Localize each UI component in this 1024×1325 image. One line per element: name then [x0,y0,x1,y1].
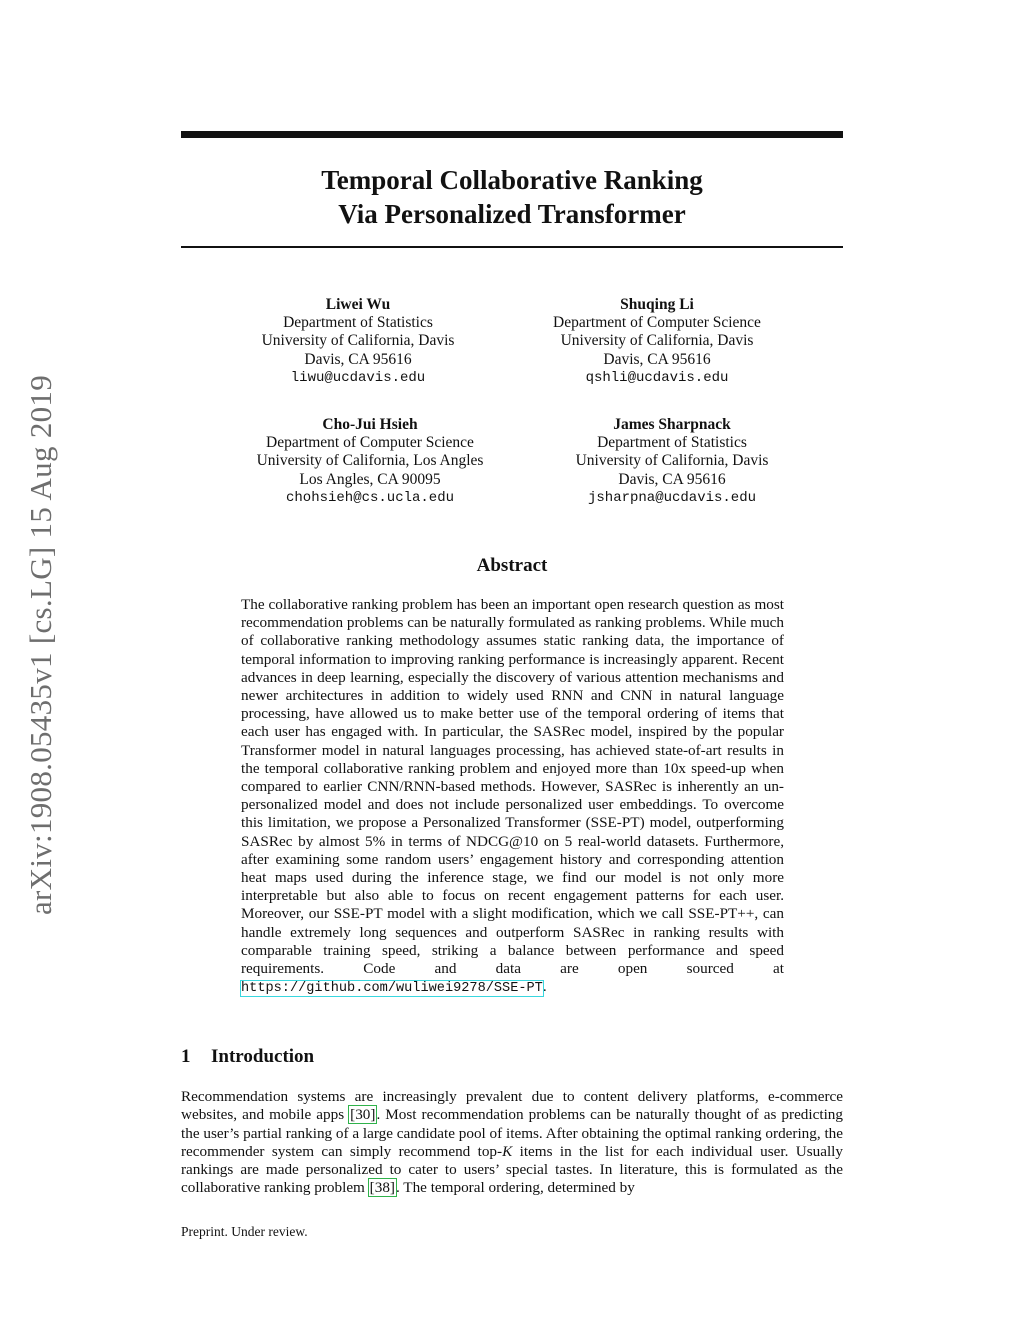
author-university: University of California, Davis [575,452,769,470]
author-university: University of California, Davis [261,332,455,350]
citation-link-38[interactable]: [38] [369,1179,395,1197]
author-email[interactable]: qshli@ucdavis.edu [585,369,729,386]
author-email[interactable]: jsharpna@ucdavis.edu [587,489,757,506]
author-university: University of California, Los Angles [256,452,484,470]
paper-title [181,163,843,231]
abstract-text: The collaborative ranking problem has been an important open research question as most recommendation problems can be naturally formulated as ranking problems. While much of collaborative ranking methodology assumes static ranking data, the importance of temporal information to improving ranking performance is increasingly apparent. Recent advances in deep learning, especially the discovery of various attention mechanisms and newer architectures in addition to widely used RNN and CNN in natural language processing, have allowed us to make better use of the temporal ordering of items that each user has engaged with. In particular, the SASRec model, inspired by the popular Transformer model in natural languages processing, has achieved state-of-art results in the temporal collaborative ranking problem and enjoyed more than 10x speed-up when compared to earlier CNN/RNN-based methods. However, SASRec is inherently an un-personalized model and does not include personalized user embeddings. To overcome this limitation, we propose a Personalized Transformer (SSE-PT) model, outperforming SASRec by almost 5% in terms of NDCG@10 on 5 real-world datasets. Furthermore, after examining some random users’ engagement history and corresponding attention heat maps used during the inference stage, we find our model is not only more interpretable but also able to focus on recent engagement patterns for each user. Moreover, our SSE-PT model with a slight modification, which we call SSE-PT++, can handle extremely long sequences and outperform SASRec in ranking results with comparable training speed, striking a balance between performance and speed requirements. Code and data are open sourced at [241,596,784,978]
page-footer: Preprint. Under review. [181,1224,308,1239]
abstract-heading: Abstract [476,555,548,576]
author-block-liwei-wu [208,296,508,387]
intro-text-part-2: . Most recommendation problems can be naturally thought of as predicting the user’s partial ranking of a large candidate pool of items. After obtaining the optimal ranking ordering, the recommender system can simply recommend top- [181,1106,844,1160]
title-bottom-rule [181,246,843,248]
citation-link-30[interactable]: [30] [350,1106,376,1124]
intro-text-part-3: items in the list for each individual user. Usually rankings are made personalized to cater to users’ special tastes. In literature, this is formulated as the collaborative ranking problem [181,1142,843,1197]
title-top-rule [181,131,843,138]
math-variable-k: K [502,1142,513,1160]
abstract-end: . [542,978,547,996]
introduction-paragraph [181,1088,843,1198]
author-email[interactable]: liwu@ucdavis.edu [290,369,426,386]
section-heading-introduction [181,1046,843,1068]
author-name: Shuqing Li [620,296,694,313]
author-department: Department of Computer Science [553,314,761,332]
author-university: University of California, Davis [560,332,754,350]
author-address: Davis, CA 95616 [603,350,711,368]
intro-text-part-4: . The temporal ordering, determined by [395,1179,635,1197]
section-title: Introduction [211,1046,315,1067]
abstract-body [241,596,784,998]
author-address: Davis, CA 95616 [618,470,726,488]
author-name: Cho-Jui Hsieh [322,416,418,433]
arxiv-identifier-stamp: arXiv:1908.05435v1 [cs.LG] 15 Aug 2019 [23,374,58,916]
author-department: Department of Statistics [597,434,747,452]
author-address: Los Angles, CA 90095 [299,470,441,488]
code-repository-link[interactable]: https://github.com/wuliwei9278/SSE-PT [241,981,543,997]
title-line-1: Temporal Collaborative Ranking [321,165,703,195]
author-department: Department of Computer Science [266,434,474,452]
author-block-shuqing-li [507,296,807,387]
section-number: 1 [181,1046,191,1067]
author-name: James Sharpnack [613,416,731,433]
author-block-james-sharpnack [522,416,822,507]
intro-text-part-1: Recommendation systems are increasingly prevalent due to content delivery platforms, e-commerce websites, and mobile apps [181,1088,843,1124]
author-department: Department of Statistics [283,314,433,332]
author-address: Davis, CA 95616 [304,350,412,368]
author-email[interactable]: chohsieh@cs.ucla.edu [285,489,455,506]
title-line-2: Via Personalized Transformer [338,199,686,229]
author-block-cho-jui-hsieh [220,416,520,507]
author-name: Liwei Wu [325,296,391,313]
